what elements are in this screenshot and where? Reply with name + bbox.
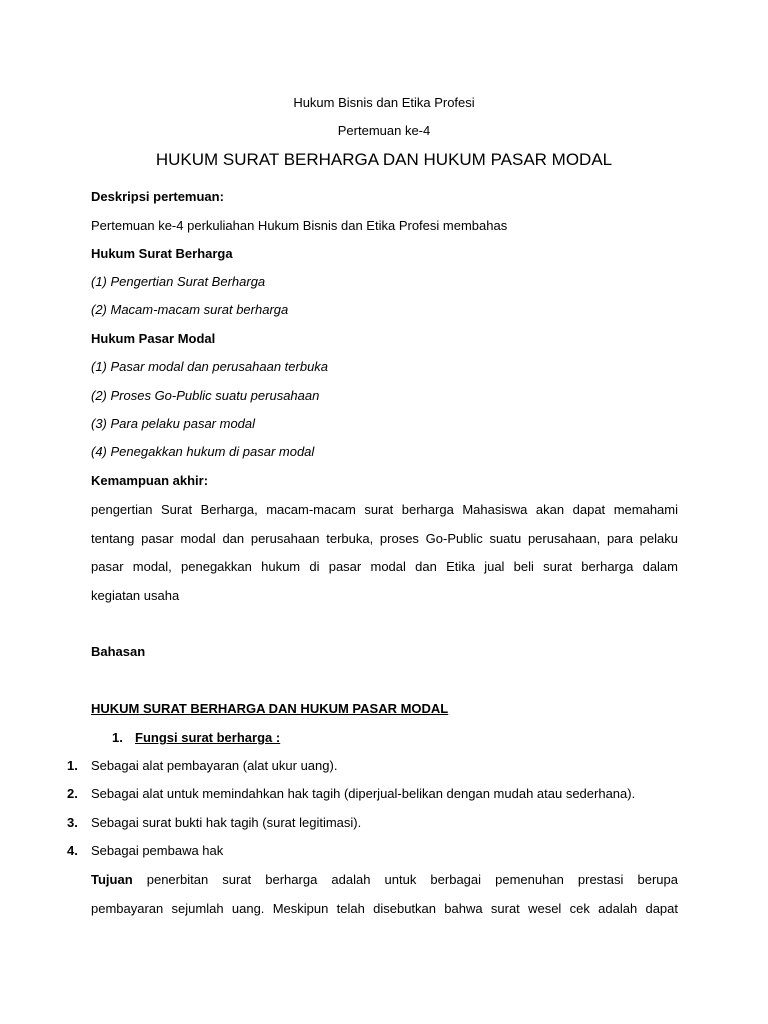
list-item: Sebagai surat bukti hak tagih (surat legitimasi). [91, 815, 362, 830]
purpose-line [91, 871, 678, 889]
section2-heading: Hukum Pasar Modal [91, 331, 216, 346]
purpose-label: Tujuan [91, 872, 133, 887]
section1-item: (1) Pengertian Surat Berharga [91, 274, 266, 289]
description-label: Deskripsi pertemuan: [91, 189, 224, 204]
section2-item: (2) Proses Go-Public suatu perusahaan [91, 388, 320, 403]
list-number: 2. [67, 786, 78, 801]
list-number: 1. [67, 758, 78, 773]
bahasan-label: Bahasan [91, 644, 146, 659]
list-item: Sebagai alat untuk memindahkan hak tagih (diperjual-belikan dengan mudah atau sederhana). [91, 786, 636, 801]
section1-heading: Hukum Surat Berharga [91, 246, 233, 261]
outcome-line: kegiatan usaha [91, 588, 180, 603]
outcome-line: pasar modal, penegakkan hukum di pasar modal dan Etika jual beli surat berharga dalam [91, 559, 678, 574]
outcome-label: Kemampuan akhir: [91, 473, 209, 488]
document-title: HUKUM SURAT BERHARGA DAN HUKUM PASAR MODAL [155, 150, 613, 169]
section2-item: (3) Para pelaku pasar modal [91, 416, 256, 431]
sub-heading-number: 1. [112, 730, 123, 745]
purpose-line: pembayaran sejumlah uang. Meskipun telah disebutkan bahwa surat wesel cek adalah dapat [91, 901, 678, 916]
purpose-text: penerbitan surat berharga adalah untuk berbagai pemenuhan prestasi berupa [132, 872, 678, 887]
list-number: 3. [67, 815, 78, 830]
section1-item: (2) Macam-macam surat berharga [91, 302, 289, 317]
section2-item: (1) Pasar modal dan perusahaan terbuka [91, 359, 329, 374]
sub-heading: Fungsi surat berharga : [135, 730, 281, 745]
course-name: Hukum Bisnis dan Etika Profesi [293, 95, 475, 110]
section-title: HUKUM SURAT BERHARGA DAN HUKUM PASAR MODAL [91, 701, 449, 716]
description-intro: Pertemuan ke-4 perkuliahan Hukum Bisnis dan Etika Profesi membahas [91, 218, 508, 233]
list-item: Sebagai alat pembayaran (alat ukur uang). [91, 758, 338, 773]
meeting-number: Pertemuan ke-4 [337, 123, 431, 138]
list-number: 4. [67, 843, 78, 858]
list-item: Sebagai pembawa hak [91, 843, 224, 858]
outcome-line: pengertian Surat Berharga, macam-macam surat berharga Mahasiswa akan dapat memahami [91, 502, 678, 517]
outcome-line: tentang pasar modal dan perusahaan terbuka, proses Go-Public suatu perusahaan, para pelaku [91, 531, 678, 546]
section2-item: (4) Penegakkan hukum di pasar modal [91, 444, 315, 459]
